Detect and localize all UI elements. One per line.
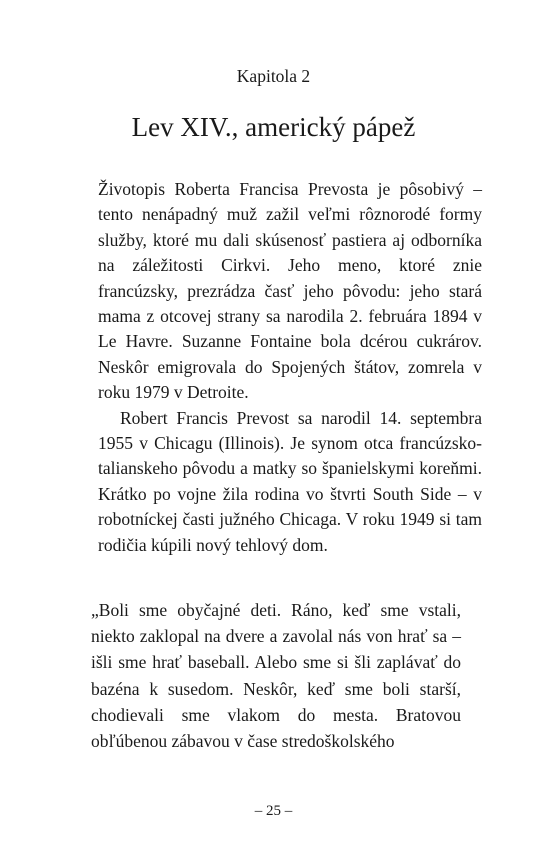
chapter-label: Kapitola 2 xyxy=(236,66,311,86)
body-paragraph-1: Životopis Roberta Francisa Prevosta je pôsobivý – tento nenápadný muž zažil veľmi rôznorodé formy služby, ktoré mu dali skúsenosť pastiera aj odborníka na záležitosti Cirkvi. Jeho meno, ktoré znie francúzsky, prezrádza časť jeho pôvodu: jeho stará mama z otcovej strany sa narodila 2. februára 1894 v Le Havre. Suzanne Fontaine bola dcérou cukrárov. Neskôr emigrovala do Spojených štátov, zomrela v roku 1979 v Detroite. xyxy=(98,179,482,403)
body-paragraph-2: Robert Francis Prevost sa narodil 14. septembra 1955 v Chicagu (Illinois). Je synom otca francúzsko-talianskeho pôvodu a matky so španielskymi koreňmi. Krátko po vojne žila rodina vo štvrti South Side – v robotníckej časti južného Chicaga. V roku 1949 si tam rodičia kúpili nový tehlový dom. xyxy=(98,407,482,555)
page-number: – 25 – xyxy=(254,803,293,819)
quote-block xyxy=(91,597,461,754)
quote-paragraph: „Boli sme obyčajné deti. Ráno, keď sme vstali, niekto zaklopal na dvere a zavolal nás von hrať sa – išli sme hrať baseball. Alebo sme si šli zaplávať do bazéna k susedom. Neskôr, keď sme boli starší, chodievali sme vlakom do mesta. Bratovou obľúbenou zábavou v čase stredoškolského xyxy=(91,600,461,752)
chapter-title: Lev XIV., americký pápež xyxy=(131,112,416,142)
body-text xyxy=(98,177,482,558)
